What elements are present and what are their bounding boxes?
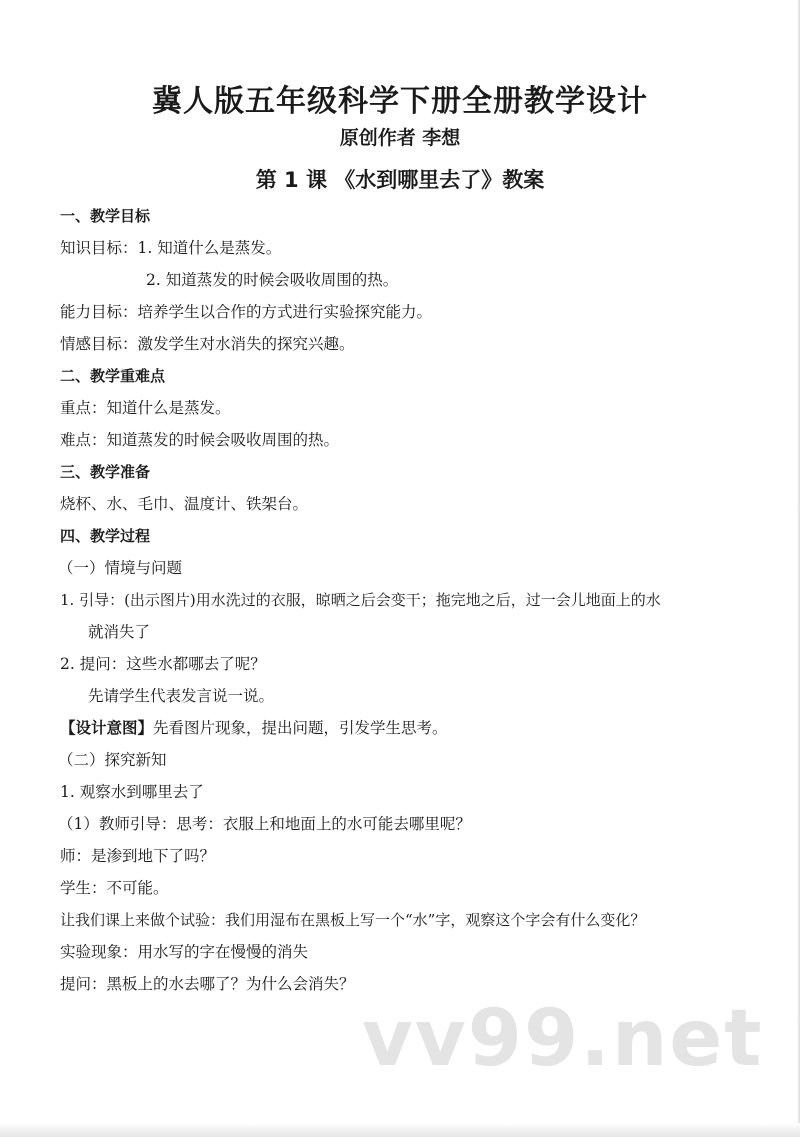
- teacher-guide: （1）教师引导：思考：衣服上和地面上的水可能去哪里呢？: [58, 815, 471, 833]
- knowledge-goal-1: 知识目标：1. 知道什么是蒸发。: [60, 239, 282, 257]
- goals-heading: 一、教学目标: [60, 207, 151, 225]
- item2-follow: 先请学生代表发言说一说。: [88, 687, 275, 705]
- item1-line1: 1. 引导：(出示图片)用水洗过的衣服，晾晒之后会变干；拖完地之后，过一会儿地面上的水: [60, 591, 661, 609]
- design-intent-label: 【设计意图】: [60, 719, 154, 737]
- process-heading: 四、教学过程: [60, 527, 151, 545]
- emotion-goal: 情感目标：激发学生对水消失的探究兴趣。: [60, 335, 355, 353]
- teacher-question: 师：是渗到地下了吗？: [60, 847, 216, 865]
- materials: 烧杯、水、毛巾、温度计、铁架台。: [60, 495, 309, 513]
- page-bottom-edge: [0, 1123, 800, 1137]
- watermark: vv99.net: [362, 994, 764, 1084]
- prep-heading: 三、教学准备: [60, 463, 151, 481]
- experiment-instruction: 让我们课上来做个试验：我们用湿布在黑板上写一个“水”字，观察这个字会有什么变化？: [60, 911, 646, 929]
- difficult-point: 难点：知道蒸发的时候会吸收周围的热。: [60, 431, 340, 449]
- keypoints-heading: 二、教学重难点: [60, 367, 166, 385]
- part1-heading: （一）情境与问题: [58, 559, 183, 577]
- student-answer: 学生：不可能。: [60, 879, 169, 897]
- knowledge-goal-2: 2. 知道蒸发的时候会吸收周围的热。: [146, 271, 399, 289]
- document-title: 冀人版五年级科学下册全册教学设计: [152, 84, 648, 119]
- closing-question: 提问：黑板上的水去哪了？为什么会消失？: [60, 975, 355, 993]
- lesson-title: 第 1 课 《水到哪里去了》教案: [255, 168, 545, 192]
- experiment-phenomenon: 实验现象：用水写的字在慢慢的消失: [60, 943, 309, 961]
- design-intent: [60, 718, 448, 738]
- item1-line2: 就消失了: [88, 623, 151, 641]
- design-intent-text: 先看图片现象，提出问题，引发学生思考。: [153, 719, 448, 737]
- author-line: 原创作者 李想: [339, 127, 461, 149]
- ability-goal: 能力目标：培养学生以合作的方式进行实验探究能力。: [60, 303, 433, 321]
- observe-item: 1. 观察水到哪里去了: [60, 783, 204, 801]
- key-point: 重点：知道什么是蒸发。: [60, 399, 231, 417]
- part2-heading: （二）探究新知: [58, 751, 167, 769]
- item2: 2. 提问：这些水都哪去了呢？: [60, 655, 266, 673]
